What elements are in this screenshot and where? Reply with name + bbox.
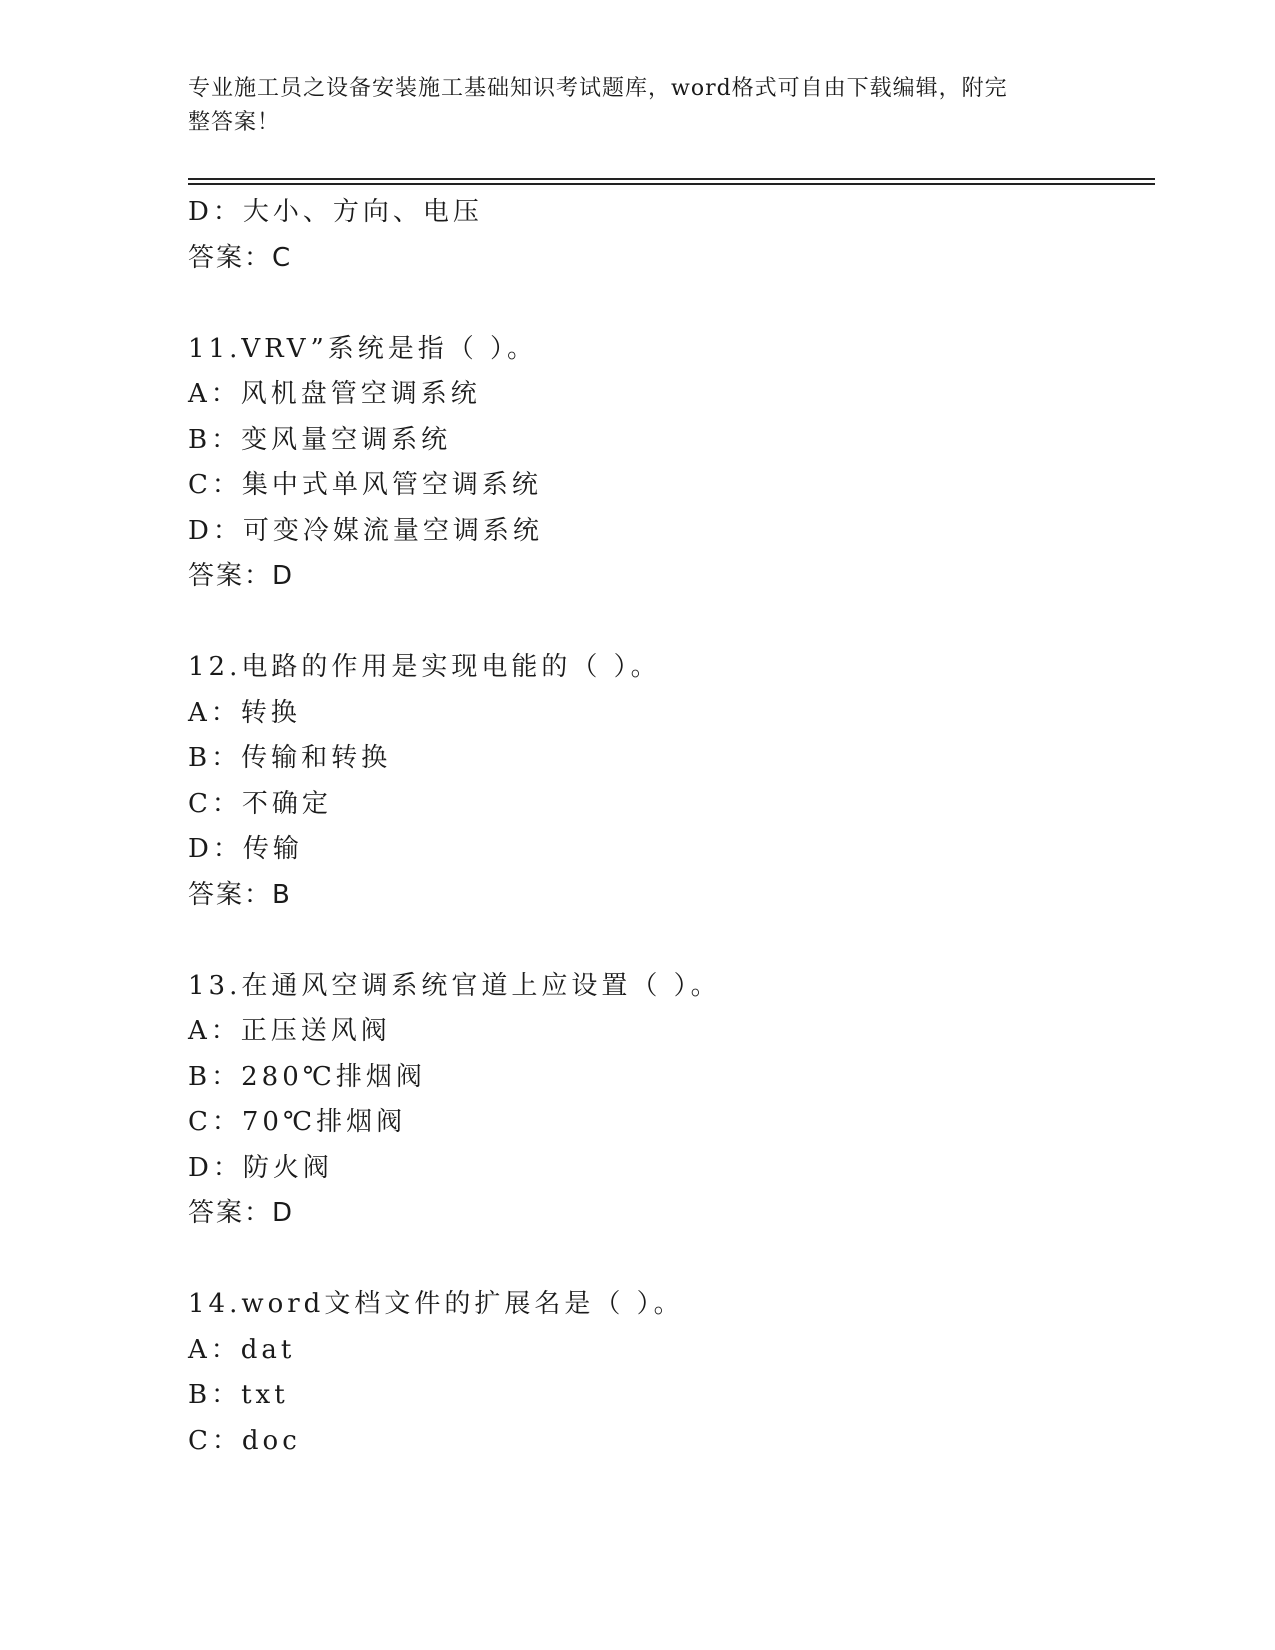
option-b: B：280℃排烟阀 (188, 1061, 426, 1092)
answer-line: 答案：D (188, 1198, 295, 1228)
question-list (188, 190, 1148, 1464)
answer-line: 答案：B (188, 879, 292, 910)
spacer (188, 918, 1148, 964)
header-line-1: 专业施工员之设备安装施工基础知识考试题库，word格式可自由下载编辑，附完 (188, 76, 1008, 101)
option-d: D：可变冷媒流量空调系统 (188, 515, 543, 546)
option-a: A：正压送风阀 (188, 1016, 391, 1046)
header-line-2: 整答案！ (188, 110, 281, 135)
option-a: A：风机盘管空调系统 (188, 379, 481, 409)
question-stem: 13.在通风空调系统官道上应设置（ ）。 (188, 970, 721, 1001)
option-c: C：doc (188, 1425, 301, 1456)
option-d: D：大小、方向、电压 (188, 197, 483, 227)
option-c: C：不确定 (188, 788, 332, 819)
answer-line: 答案：C (188, 242, 293, 273)
option-b: B：变风量空调系统 (188, 424, 452, 455)
option-b: B：传输和转换 (188, 743, 392, 773)
header-divider-top (188, 178, 1155, 180)
document-header (188, 72, 1088, 140)
option-b: B：txt (188, 1380, 289, 1410)
option-d: D：防火阀 (188, 1152, 333, 1183)
option-a: A：转换 (188, 697, 301, 728)
question-stem: 11.VRV”系统是指（ ）。 (188, 333, 538, 364)
option-c: C：70℃排烟阀 (188, 1107, 407, 1137)
option-d: D：传输 (188, 834, 303, 864)
question-stem: 12.电路的作用是实现电能的（ ）。 (188, 652, 661, 682)
spacer (188, 281, 1148, 327)
option-c: C：集中式单风管空调系统 (188, 470, 542, 500)
header-divider-bottom (188, 183, 1155, 185)
spacer (188, 600, 1148, 646)
option-a: A：dat (188, 1334, 296, 1365)
spacer (188, 1237, 1148, 1283)
answer-line: 答案：D (188, 561, 295, 591)
question-stem: 14.word文档文件的扩展名是（ ）。 (188, 1289, 684, 1319)
